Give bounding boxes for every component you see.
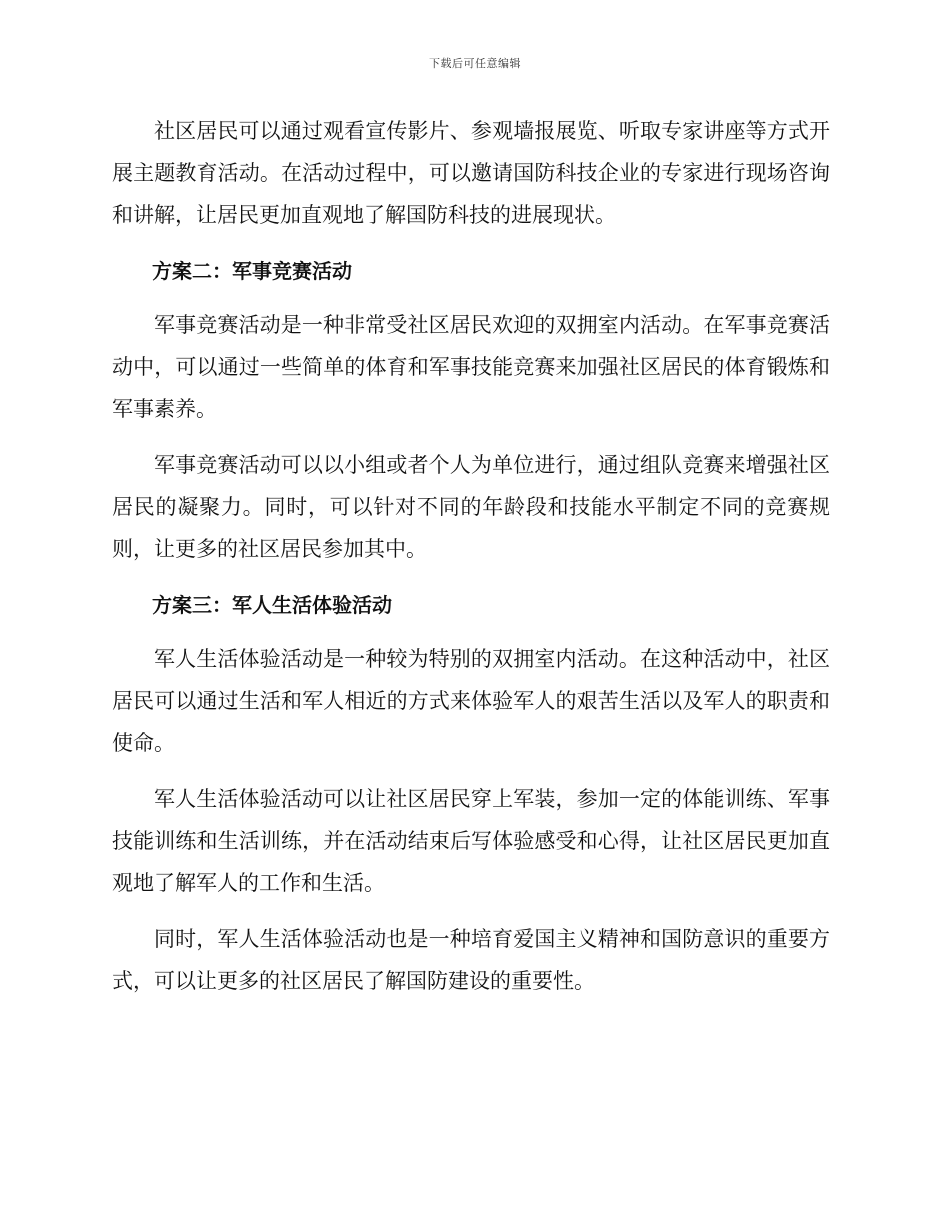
- document-body: [112, 110, 830, 1016]
- paragraph-military-competition-intro: 军事竞赛活动是一种非常受社区居民欢迎的双拥室内活动。在军事竞赛活动中，可以通过一些简单的体育和军事技能竞赛来加强社区居民的体育锻炼和军事素养。: [112, 313, 830, 421]
- page-header: 下载后可任意编辑: [429, 57, 521, 70]
- section-heading-plan-two: 方案二：军事竞赛活动: [152, 259, 352, 283]
- paragraph-soldier-life-intro: 军人生活体验活动是一种较为特别的双拥室内活动。在这种活动中，社区居民可以通过生活和军人相近的方式来体验军人的艰苦生活以及军人的职责和使命。: [112, 647, 830, 755]
- paragraph-military-competition-format: 军事竞赛活动可以以小组或者个人为单位进行，通过组队竞赛来增强社区居民的凝聚力。同时，可以针对不同的年龄段和技能水平制定不同的竞赛规则，让更多的社区居民参加其中。: [112, 453, 830, 561]
- paragraph-soldier-life-details: 军人生活体验活动可以让社区居民穿上军装，参加一定的体能训练、军事技能训练和生活训练，并在活动结束后写体验感受和心得，让社区居民更加直观地了解军人的工作和生活。: [112, 787, 830, 895]
- section-heading-plan-three: 方案三：军人生活体验活动: [152, 593, 392, 617]
- paragraph-soldier-life-significance: 同时，军人生活体验活动也是一种培育爱国主义精神和国防意识的重要方式，可以让更多的社区居民了解国防建设的重要性。: [112, 927, 830, 993]
- paragraph-intro-education: 社区居民可以通过观看宣传影片、参观墙报展览、听取专家讲座等方式开展主题教育活动。在活动过程中，可以邀请国防科技企业的专家进行现场咨询和讲解，让居民更加直观地了解国防科技的进展现状。: [112, 119, 830, 227]
